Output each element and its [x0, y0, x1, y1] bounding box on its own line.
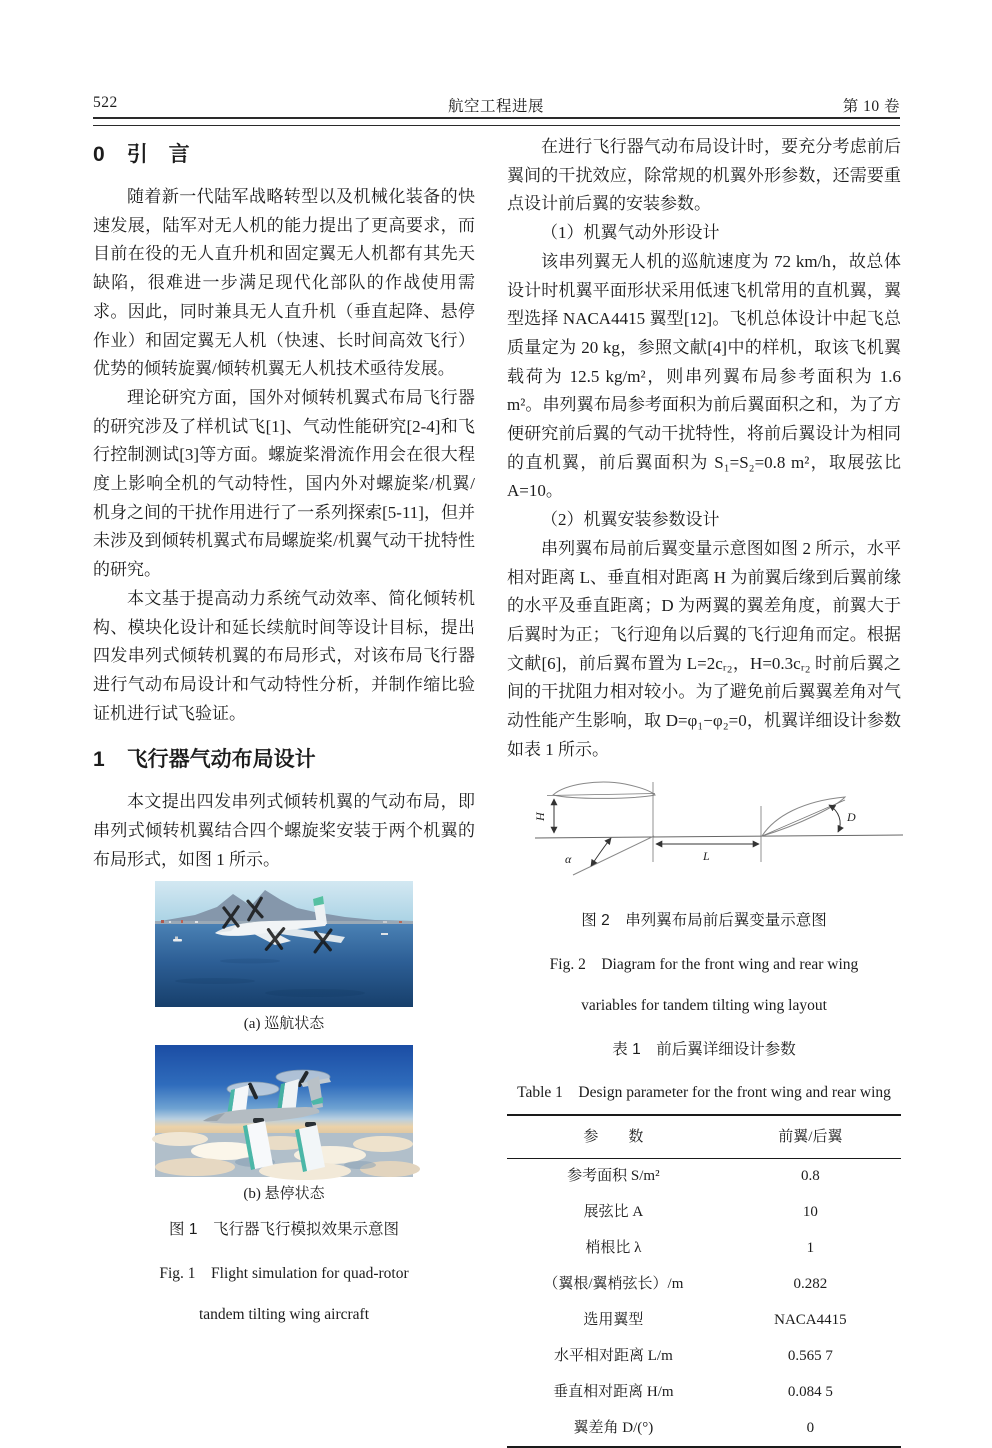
param-value: NACA4415 [774, 1312, 847, 1329]
section-1-intro-paragraph: 本文提出四发串列式倾转机翼的气动布局，即串列式倾转机翼结合四个螺旋桨安装于两个机翼的布局形式，如图 1 所示。 [93, 792, 475, 869]
param-label: 垂直相对距离 H/m [553, 1383, 674, 1400]
journal-title: 航空工程进展 [447, 98, 544, 115]
figure-1 [93, 881, 475, 1328]
section-0-heading [93, 140, 475, 170]
figure-2-label-D: D [847, 810, 856, 825]
table-row [507, 1231, 901, 1267]
figure-2-label-L: L [703, 849, 710, 864]
figure-1-title-en: Fig. 1 Flight simulation for quad-rotor [159, 1264, 409, 1282]
figure-1a-caption: (a) 巡航状态 [243, 1016, 325, 1033]
section-1-number: 1 [93, 748, 105, 772]
design-parameters-table [507, 1114, 901, 1448]
intro-paragraph-2: 理论研究方面，国外对倾转机翼式布局飞行器的研究涉及了样机试飞[1]、气动性能研究[2-4]和飞行控制测试[3]等方面。螺旋桨滑流作用会在很大程度上影响全机的气动特性，国内外对螺旋桨/机翼/机身之间的干扰作用进行了一系列探索[5-11]，但并未涉及到倾转机翼式布局螺旋桨/机翼气动干扰特性的研究。 [93, 387, 475, 580]
table-header-row [507, 1115, 901, 1158]
figure-2 [507, 778, 901, 1019]
param-value: 0.084 5 [787, 1383, 833, 1400]
col-header-parameter: 参 数 [507, 1115, 720, 1158]
design-paragraph-3: 串列翼布局前后翼变量示意图如图 2 所示，水平相对距离 L、垂直相对距离 H 为前翼后缘到后翼前缘的水平及垂直距离；D 为两翼的翼差角度，前翼大于后翼时为正；飞行迎角以后翼的飞行迎角而定。根据文献[6]，前后翼布置为 L=2cᵣ₂，H=0.3cᵣ₂ 时前后翼之间的干扰阻力相对较小。为了避免前后翼翼差角对气动性能产生影响，取 D=φ₁−φ₂=0，机翼详细设计参数如表 1 所示。 [507, 538, 901, 759]
table-row [507, 1338, 901, 1374]
figure-2-title-cn: 图 2 串列翼布局前后翼变量示意图 [581, 912, 827, 930]
figure-1a-cruise-photo [155, 881, 413, 1007]
section-0-title: 引 言 [126, 143, 190, 166]
param-label: 水平相对距离 L/m [554, 1347, 673, 1364]
table-row [507, 1158, 901, 1194]
param-label: 梢根比 λ [585, 1240, 642, 1257]
table-1-title-cn: 表 1 前后翼详细设计参数 [612, 1040, 796, 1058]
section-0-number: 0 [93, 143, 105, 166]
section-1-heading [93, 745, 475, 775]
intro-paragraph-1: 随着新一代陆军战略转型以及机械化装备的快速发展，陆军对无人机的能力提出了更高要求，而目前在役的无人直升机和固定翼无人机都有其先天缺陷，很难进一步满足现代化部队的作战使用需求。因此，同时兼具无人直升机（垂直起降、悬停作业）和固定翼无人机（快速、长时间高效飞行）优势的倾转旋翼/倾转机翼无人机技术亟待发展。 [93, 187, 475, 379]
item-2-heading: （2）机翼安装参数设计 [541, 510, 720, 530]
left-column [93, 140, 475, 1344]
intro-paragraph-3: 本文基于提高动力系统气动效率、简化倾转机构、模块化设计和延长续航时间等设计目标，提出四发串列式倾转机翼的布局形式，对该布局飞行器进行气动布局设计和气动特性分析，并制作缩比验证机进行试飞验证。 [93, 588, 475, 723]
figure-1b-caption: (b) 悬停状态 [243, 1186, 325, 1203]
figure-2-title-en: Fig. 2 Diagram for the front wing and rear wing [549, 955, 859, 973]
figure-1b-hover-photo [155, 1045, 413, 1177]
param-label: （翼根/翼梢弦长）/m [543, 1276, 684, 1293]
section-1-title: 飞行器气动布局设计 [126, 748, 316, 772]
item-1-heading: （1）机翼气动外形设计 [541, 223, 720, 243]
figure-2-diagram [507, 778, 903, 890]
header-rule [93, 117, 900, 126]
figure-2-label-alpha: α [565, 852, 572, 867]
param-value: 0.282 [793, 1276, 828, 1293]
figure-1-title-cn: 图 1 飞行器飞行模拟效果示意图 [169, 1221, 399, 1239]
right-column [507, 133, 901, 1448]
param-value: 10 [802, 1204, 818, 1221]
design-paragraph-2: 该串列翼无人机的巡航速度为 72 km/h，故总体设计时机翼平面形状采用低速飞机常用的直机翼，翼型选择 NACA4415 翼型[12]。飞机总体设计中起飞总质量定为 20 kg，参照文献[4]中的样机，取该飞机翼载荷为 12.5 kg/m²，则串列翼布局参考面积为 1.6 m²。串列翼布局参考面积为前后翼面积之和，为了方便研究前后翼的气动干扰特性，将前后翼设计为相同的直机翼，前后翼面积为 S₁=S₂=0.8 m²，取展弦比 A=10。 [507, 251, 901, 501]
col-header-front-rear-wing: 前翼/后翼 [720, 1115, 901, 1158]
table-row [507, 1195, 901, 1231]
param-value: 1 [806, 1240, 815, 1257]
table-row [507, 1374, 901, 1410]
param-label: 展弦比 A [583, 1204, 644, 1221]
param-label: 翼差角 D/(°) [573, 1419, 654, 1436]
param-label: 选用翼型 [583, 1312, 644, 1329]
param-value: 0 [806, 1419, 815, 1436]
table-row [507, 1302, 901, 1338]
param-value: 0.565 7 [787, 1347, 833, 1364]
figure-2-title-en-2: variables for tandem tilting wing layout [581, 997, 827, 1015]
design-paragraph-1: 在进行飞行器气动布局设计时，要充分考虑前后翼间的干扰效应，除常规的机翼外形参数，还需要重点设计前后翼的安装参数。 [507, 137, 901, 214]
param-label: 参考面积 S/m² [567, 1168, 660, 1185]
page-number: 522 [93, 94, 118, 111]
table-1-title-en: Table 1 Design parameter for the front wing and rear wing [517, 1084, 891, 1102]
param-value: 0.8 [801, 1168, 820, 1185]
figure-2-label-H: H [533, 812, 547, 822]
table-row [507, 1410, 901, 1447]
figure-1-title-en-2: tandem tilting wing aircraft [198, 1306, 369, 1324]
volume-label: 第 10 卷 [842, 98, 900, 115]
table-row [507, 1267, 901, 1303]
